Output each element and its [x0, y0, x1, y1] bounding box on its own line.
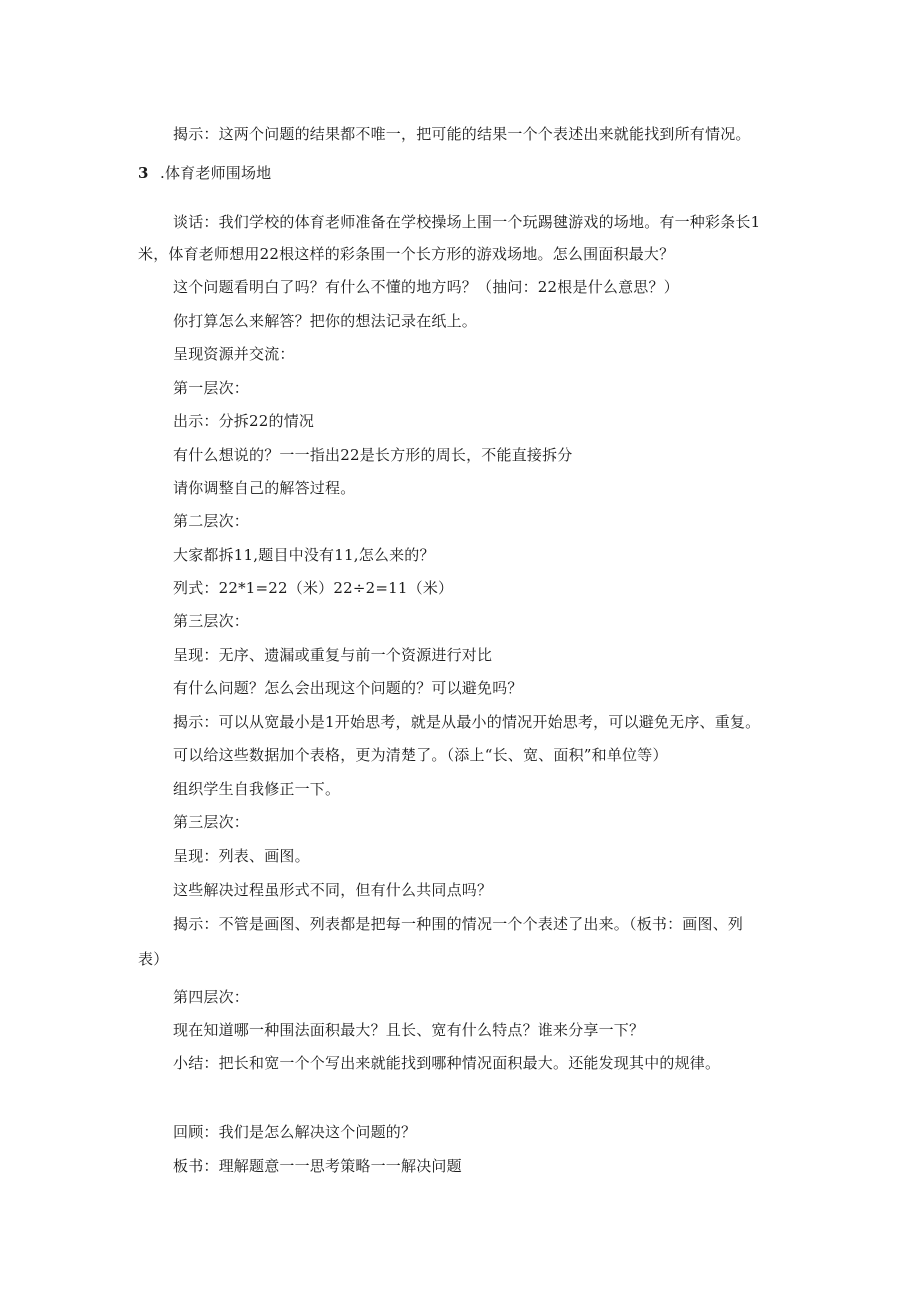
paragraph-line: 请你调整自己的解答过程。: [173, 479, 356, 497]
paragraph-hint: 揭示：这两个问题的结果都不唯一，把可能的结果一个个表述出来就能找到所有情况。: [173, 125, 751, 143]
paragraph-line: 有什么想说的？一一指出22是长方形的周长，不能直接拆分: [173, 446, 573, 464]
section-title: .体育老师围场地: [160, 164, 272, 182]
paragraph-line: 呈现：无序、遗漏或重复与前一个资源进行对比: [173, 646, 493, 664]
review-line: 回顾：我们是怎么解决这个问题的？: [173, 1123, 417, 1141]
paragraph-line: 你打算怎么来解答？把你的想法记录在纸上。: [173, 312, 478, 330]
paragraph-talk-continued: 米，体育老师想用22根这样的彩条围一个长方形的游戏场地。怎么围面积最大？: [138, 245, 675, 263]
board-writing-line: 板书：理解题意一一思考策略一一解决问题: [173, 1157, 462, 1175]
paragraph-line: 这些解决过程虽形式不同，但有什么共同点吗？: [173, 881, 493, 899]
level-heading: 第三层次：: [173, 813, 250, 831]
paragraph-line: 揭示：不管是画图、列表都是把每一种围的情况一个个表述了出来。（板书：画图、列: [173, 915, 744, 933]
paragraph-line: 可以给这些数据加个表格，更为清楚了。（添上“长、宽、面积”和单位等）: [173, 746, 668, 764]
paragraph-line: 呈现：列表、画图。: [173, 847, 310, 865]
paragraph-line: 组织学生自我修正一下。: [173, 780, 341, 798]
section-heading: [138, 163, 271, 183]
paragraph-line-continued: 表）: [138, 950, 169, 968]
level-heading: 第三层次：: [173, 612, 250, 630]
paragraph-talk: 谈话：我们学校的体育老师准备在学校操场上围一个玩踢毽游戏的场地。有一种彩条长1: [173, 213, 761, 231]
paragraph-line: 大家都拆11,题目中没有11,怎么来的？: [173, 546, 435, 564]
section-number: 3: [138, 164, 149, 182]
paragraph-line: 呈现资源并交流：: [173, 345, 295, 363]
paragraph-line: 揭示：可以从宽最小是1开始思考，就是从最小的情况开始思考，可以避免无序、重复。: [173, 713, 761, 731]
level-heading: 第二层次：: [173, 512, 250, 530]
paragraph-line: 这个问题看明白了吗？有什么不懂的地方吗？（抽问：22根是什么意思？）: [173, 278, 679, 296]
paragraph-line: 出示：分拆22的情况: [173, 412, 315, 430]
level-heading: 第一层次：: [173, 379, 250, 397]
level-heading: 第四层次：: [173, 988, 250, 1006]
paragraph-line: 现在知道哪一种围法面积最大？且长、宽有什么特点？谁来分享一下？: [173, 1021, 645, 1039]
summary-line: 小结：把长和宽一个个写出来就能找到哪种情况面积最大。还能发现其中的规律。: [173, 1054, 721, 1072]
formula-line: 列式：22*1=22（米）22÷2=11（米）: [173, 579, 454, 597]
paragraph-line: 有什么问题？怎么会出现这个问题的？可以避免吗？: [173, 679, 523, 697]
